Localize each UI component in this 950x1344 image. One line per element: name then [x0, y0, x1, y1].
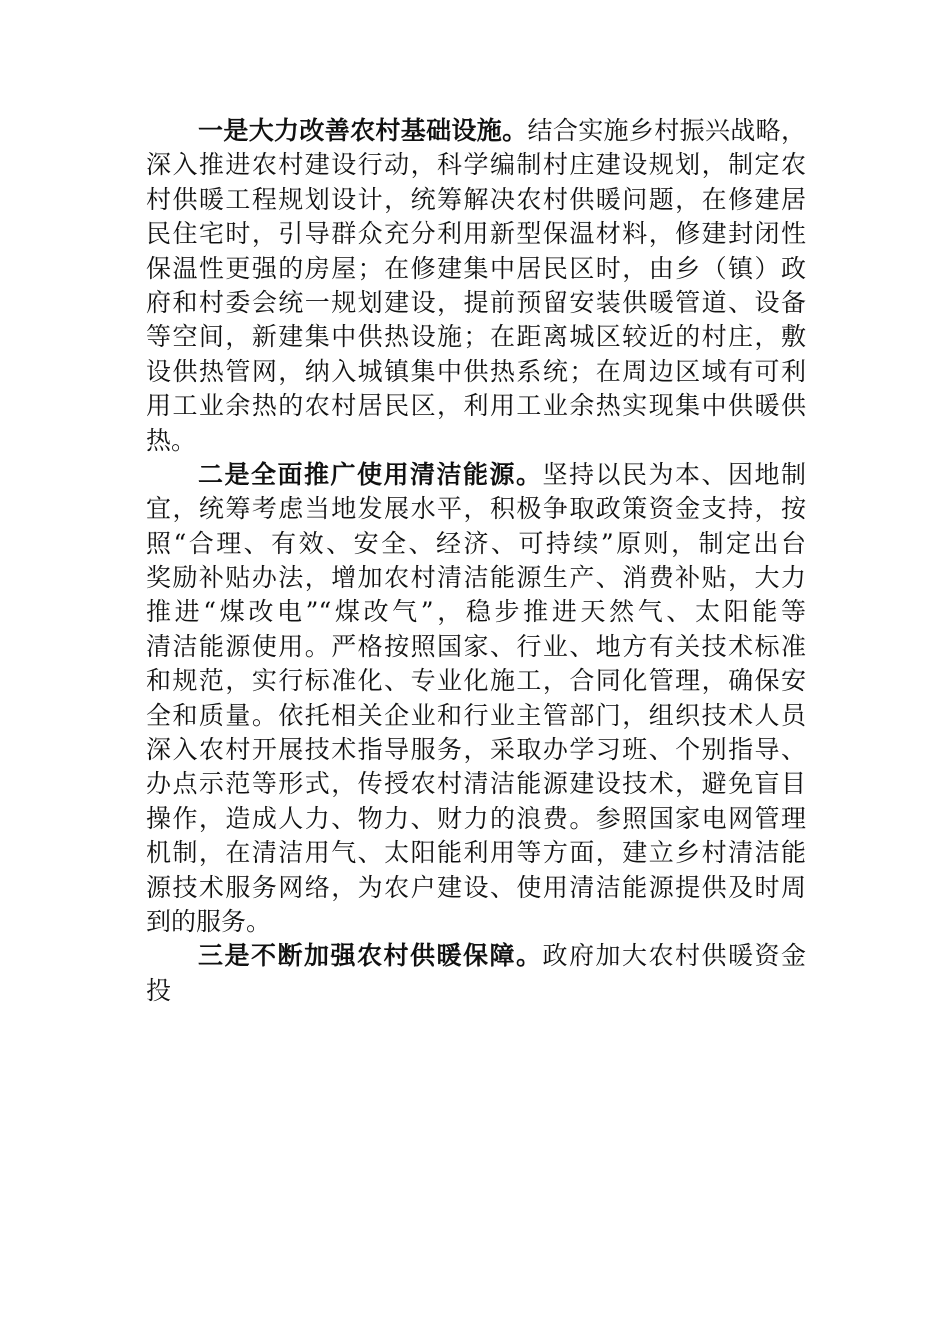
text-line: 等空间，新建集中供热设施；在距离城区较近的村庄，敷 [146, 322, 806, 352]
text-line: 和规范，实行标准化、专业化施工，合同化管理，确保安 [146, 666, 806, 696]
text-line: 机制，在清洁用气、太阳能利用等方面，建立乡村清洁能 [146, 838, 806, 868]
paragraph-first-line [146, 458, 806, 492]
text-line: 宜，统筹考虑当地发展水平，积极争取政策资金支持，按 [146, 494, 806, 524]
paragraph-text: 政府加大农村供暖资金 [542, 941, 806, 971]
text-line: 投 [146, 975, 172, 1005]
document-page [146, 114, 806, 1008]
paragraph [146, 114, 806, 458]
paragraph-first-line [146, 114, 806, 148]
text-line: 全和质量。依托相关企业和行业主管部门，组织技术人员 [146, 700, 806, 730]
paragraph-text: 坚持以民为本、因地制 [542, 459, 806, 489]
text-line: 深入农村开展技术指导服务，采取办学习班、个别指导、 [146, 735, 806, 765]
text-line: 到的服务。 [146, 906, 272, 936]
paragraph [146, 458, 806, 939]
paragraph-heading: 一是大力改善农村基础设施。 [198, 116, 528, 145]
paragraph-heading: 三是不断加强农村供暖保障。 [198, 941, 543, 971]
text-line: 操作，造成人力、物力、财力的浪费。参照国家电网管理 [146, 803, 806, 833]
paragraph-first-line [146, 939, 806, 973]
text-line: 照“合理、有效、安全、经济、可持续”原则，制定出台 [146, 528, 806, 558]
text-line: 清洁能源使用。严格按照国家、行业、地方有关技术标准 [146, 631, 806, 661]
text-line: 源技术服务网络，为农户建设、使用清洁能源提供及时周 [146, 872, 806, 902]
text-line: 府和村委会统一规划建设，提前预留安装供暖管道、设备 [146, 287, 806, 317]
text-line: 设供热管网，纳入城镇集中供热系统；在周边区域有可利 [146, 356, 806, 386]
text-line: 热。 [146, 425, 197, 455]
paragraph [146, 939, 806, 1008]
text-line: 深入推进农村建设行动，科学编制村庄建设规划，制定农 [146, 150, 806, 180]
text-line: 办点示范等形式，传授农村清洁能源建设技术，避免盲目 [146, 769, 806, 799]
text-line: 奖励补贴办法，增加农村清洁能源生产、消费补贴，大力 [146, 563, 806, 593]
text-line: 推进“煤改电”“煤改气”，稳步推进天然气、太阳能等 [146, 597, 806, 627]
paragraph-heading: 二是全面推广使用清洁能源。 [198, 459, 543, 489]
text-line: 保温性更强的房屋；在修建集中居民区时，由乡（镇）政 [146, 253, 806, 283]
text-line: 村供暖工程规划设计，统筹解决农村供暖问题，在修建居 [146, 184, 806, 214]
paragraph-text: 结合实施乡村振兴战略， [527, 116, 806, 145]
text-line: 民住宅时，引导群众充分利用新型保温材料，修建封闭性 [146, 219, 806, 249]
text-line: 用工业余热的农村居民区，利用工业余热实现集中供暖供 [146, 391, 806, 421]
